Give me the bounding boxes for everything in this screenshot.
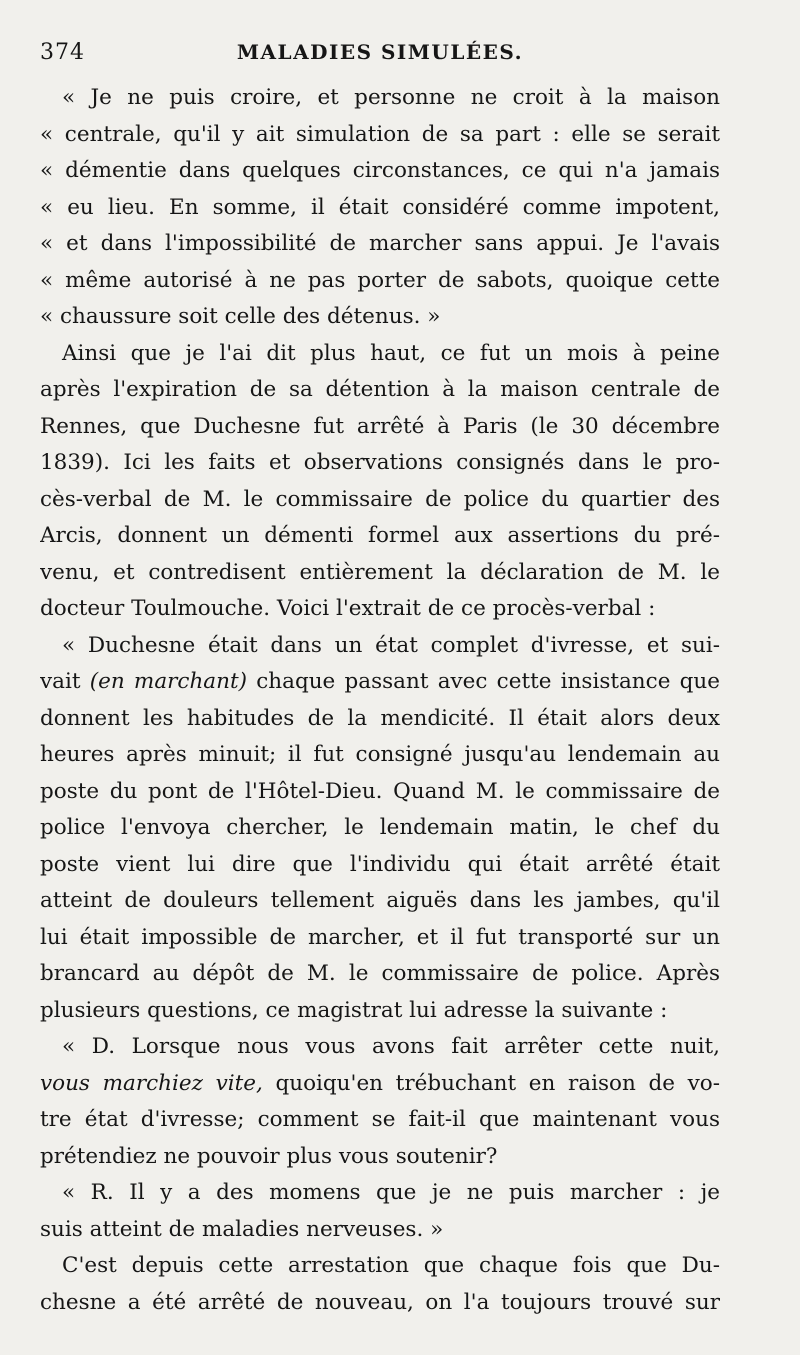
text-line: atteint de douleurs tellement aiguës dans les jambes, qu'il [40, 888, 720, 913]
text-line: plusieurs questions, ce magistrat lui adresse la suivante : [40, 997, 668, 1023]
text-line: suis atteint de maladies nerveuses. » [40, 1216, 444, 1242]
text-line: « centrale, qu'il y ait simulation de sa part : elle se serait [40, 121, 720, 147]
text-line: « D. Lorsque nous vous avons fait arrêter cette nuit, [62, 1034, 720, 1059]
text-line: après l'expiration de sa détention à la maison centrale de [40, 377, 720, 402]
text-line: brancard au dépôt de M. le commissaire de police. Après [40, 961, 720, 986]
text-line: vait (en marchant) chaque passant avec cette insistance que [40, 669, 720, 694]
body-text [40, 80, 720, 1321]
text-line: Ainsi que je l'ai dit plus haut, ce fut un mois à peine [62, 340, 720, 366]
page-number: 374 [40, 40, 85, 65]
text-line: Rennes, que Duchesne fut arrêté à Paris (le 30 décembre [40, 413, 720, 439]
text-line: « démentie dans quelques circonstances, ce qui n'a jamais [40, 158, 720, 183]
text-line: « Duchesne était dans un état complet d'ivresse, et sui- [62, 632, 720, 658]
page-header [40, 34, 720, 80]
text-line: police l'envoya chercher, le lendemain matin, le chef du [40, 815, 720, 840]
text-line: poste du pont de l'Hôtel-Dieu. Quand M. le commissaire de [40, 778, 720, 804]
text-line: cès-verbal de M. le commissaire de police du quartier des [40, 486, 720, 512]
text-line: poste vient lui dire que l'individu qui était arrêté était [40, 851, 720, 877]
text-line: « R. Il y a des momens que je ne puis marcher : je [62, 1180, 720, 1205]
text-line: Arcis, donnent un démenti formel aux assertions du pré- [40, 523, 720, 548]
text-line: vous marchiez vite, quoiqu'en trébuchant en raison de vo- [40, 1070, 720, 1096]
text-line: « eu lieu. En somme, il était considéré comme impotent, [40, 194, 720, 220]
italic-text: (en marchant) [89, 669, 247, 694]
text-line: « chaussure soit celle des détenus. » [40, 304, 441, 329]
italic-text: vous marchiez vite, [40, 1070, 263, 1096]
text-line: prétendiez ne pouvoir plus vous soutenir? [40, 1143, 498, 1169]
text-line: venu, et contredisent entièrement la déclaration de M. le [40, 559, 720, 585]
text-line: lui était impossible de marcher, et il fut transporté sur un [40, 924, 720, 950]
text-line: tre état d'ivresse; comment se fait-il que maintenant vous [40, 1107, 720, 1132]
text-line: heures après minuit; il fut consigné jusqu'au lendemain au [40, 742, 720, 767]
text-line: donnent les habitudes de la mendicité. Il était alors deux [40, 705, 720, 731]
text-line: C'est depuis cette arrestation que chaque fois que Du- [62, 1253, 720, 1278]
text-line: « Je ne puis croire, et personne ne croit à la maison [62, 85, 720, 110]
text-line: « même autorisé à ne pas porter de sabots, quoique cette [40, 267, 720, 293]
text-line: « et dans l'impossibilité de marcher sans appui. Je l'avais [40, 231, 720, 256]
text-line: docteur Toulmouche. Voici l'extrait de ce procès-verbal : [40, 596, 656, 621]
text-line: chesne a été arrêté de nouveau, on l'a toujours trouvé sur [40, 1289, 720, 1315]
running-title: MALADIES SIMULÉES. [236, 40, 524, 64]
text-line: 1839). Ici les faits et observations consignés dans le pro- [40, 450, 720, 475]
